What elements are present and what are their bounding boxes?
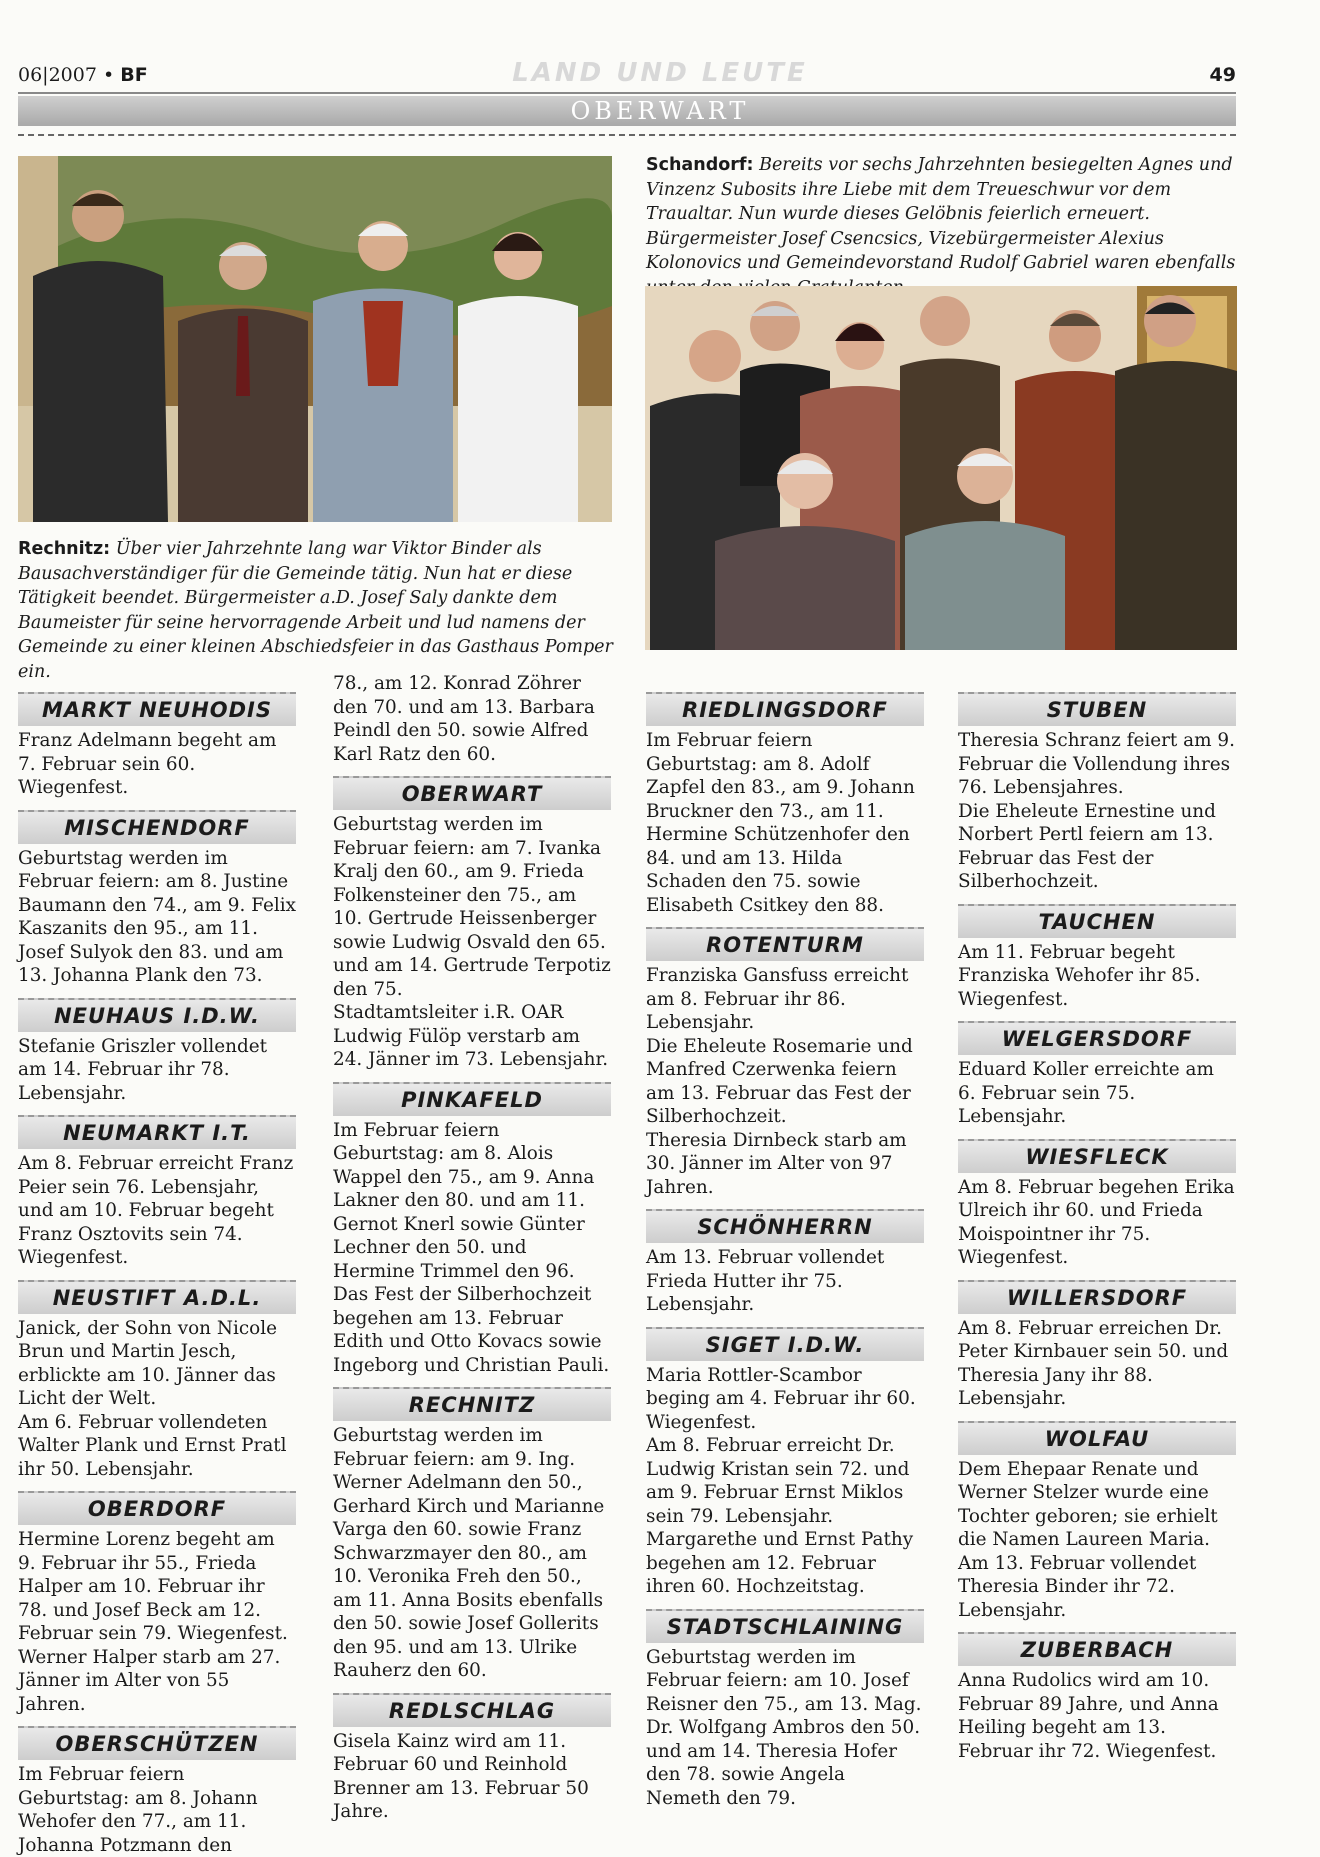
town-news-text: 78., am 12. Konrad Zöhrer den 70. und am 13. Barbara Peindl den 50. sowie Alfred Karl Ratz den 60. <box>333 673 595 765</box>
town-news-text: Theresia Schranz feiert am 9. Februar die Vollendung ihres 76. Lebensjahres. Die Eheleute Ernestine und Norbert Pertl feiern am 13. Februar das Fest der Silberhochzeit. <box>958 730 1235 892</box>
town-news-text: Gisela Kainz wird am 11. Februar 60 und Reinhold Brenner am 13. Februar 50 Jahre. <box>333 1730 589 1822</box>
town-news-text: Am 13. Februar vollendet Frieda Hutter ihr 75. Lebensjahr. <box>646 1247 885 1315</box>
caption-place: Schandorf: <box>646 155 754 175</box>
town-heading: NEUHAUS I.D.W. <box>18 998 296 1032</box>
town-section <box>333 1387 611 1683</box>
town-news-text: Geburtstag werden im Februar feiern: am 7. Ivanka Kralj den 60., am 9. Frieda Folkensteiner den 75., am 10. Gertrude Heissenberger sowie Ludwig Osvald den 65. und am 14. Gertrude Terpotiz den 75. Stadtamtsleiter i.R. OAR Ludwig Fülöp verstarb am 24. Jänner im 73. Lebensjahr. <box>333 814 611 1070</box>
column-1 <box>18 682 296 1857</box>
region-label: OBERWART <box>570 97 750 125</box>
town-section <box>646 1609 924 1811</box>
town-news-text: Dem Ehepaar Renate und Werner Stelzer wurde eine Tochter geboren; sie erhielt die Namen Laureen Maria. Am 13. Februar vollendet Theresia Binder ihr 72. Lebensjahr. <box>958 1458 1218 1621</box>
town-news-text: Janick, der Sohn von Nicole Brun und Martin Jesch, erblickte am 10. Jänner das Licht der Welt. Am 6. Februar vollendeten Walter Plank und Ernst Pratl ihr 50. Lebensjahr. <box>18 1317 287 1480</box>
town-section <box>18 1115 296 1270</box>
dashed-divider <box>18 134 1236 136</box>
photo-schandorf <box>645 286 1237 650</box>
town-section <box>333 672 611 766</box>
town-heading: NEUSTIFT A.D.L. <box>18 1280 296 1314</box>
town-section <box>18 998 296 1106</box>
publication-name: BF <box>120 64 148 86</box>
town-section <box>646 927 924 1199</box>
town-section <box>958 1280 1236 1411</box>
town-heading: MARKT NEUHODIS <box>18 692 296 726</box>
caption-place: Rechnitz: <box>18 539 111 559</box>
caption-rechnitz <box>18 537 618 684</box>
town-heading: MISCHENDORF <box>18 810 296 844</box>
town-section <box>958 904 1236 1012</box>
town-section <box>958 1421 1236 1623</box>
town-heading: RECHNITZ <box>333 1387 611 1421</box>
town-heading: NEUMARKT I.T. <box>18 1115 296 1149</box>
issue-number: 06|2007 <box>18 64 97 86</box>
town-section <box>333 1693 611 1824</box>
town-heading: WOLFAU <box>958 1421 1236 1455</box>
town-heading: OBERDORF <box>18 1491 296 1525</box>
town-heading: WILLERSDORF <box>958 1280 1236 1314</box>
town-news-text: Geburtstag werden im Februar feiern: am 8. Justine Baumann den 74., am 9. Felix Kaszanits den 95., am 11. Josef Sulyok den 83. und am 13. Johanna Plank den 73. <box>18 847 296 986</box>
section-title: LAND UND LEUTE <box>512 58 808 88</box>
town-news-text: Maria Rottler-Scambor beging am 4. Februar ihr 60. Wiegenfest. Am 8. Februar erreicht Dr. Ludwig Kristan sein 72. und am 9. Februar Ernst Miklos sein 79. Lebensjahr. Margarethe und Ernst Pathy begehen am 12. Februar ihren 60. Hochzeitstag. <box>646 1364 916 1597</box>
caption-text: Über vier Jahrzehnte lang war Viktor Binder als Bausachverständiger für die Gemeinde tätig. Nun hat er diese Tätigkeit beendet. Bürgermeister a.D. Josef Saly dankte dem Baumeister für seine hervorragende Arbeit und lud namens der Gemeinde zu einer kleinen Abschiedsfeier in das Gasthaus Pomper ein. <box>18 539 613 682</box>
caption-schandorf <box>646 153 1236 300</box>
town-news-text: Am 8. Februar begehen Erika Ulreich ihr 60. und Frieda Moispointner ihr 75. Wiegenfest. <box>958 1176 1235 1268</box>
town-section <box>646 692 924 917</box>
town-news-text: Hermine Lorenz begeht am 9. Februar ihr 55., Frieda Halper am 10. Februar ihr 78. und Josef Beck am 12. Februar sein 79. Wiegenfest. Werner Halper starb am 27. Jänner im Alter von 55 Jahren. <box>18 1529 288 1715</box>
town-section <box>333 1082 611 1378</box>
bullet-separator: • <box>102 64 121 86</box>
town-section <box>958 1139 1236 1270</box>
caption-text: Bereits vor sechs Jahrzehnten besiegelten Agnes und Vinzenz Subosits ihre Liebe mit dem Treueschwur vor dem Traualtar. Nun wurde dieses Gelöbnis feierlich erneuert. Bürgermeister Josef Csencsics, Vizebürgermeister Alexius Kolonovics und Gemeindevorstand Rudolf Gabriel waren ebenfalls <box>646 155 1236 273</box>
town-heading: SCHÖNHERRN <box>646 1209 924 1243</box>
town-news-text: Franziska Gansfuss erreicht am 8. Februar ihr 86. Lebensjahr. Die Eheleute Rosemarie und Manfred Czerwenka feiern am 13. Februar das Fest der Silberhochzeit. Theresia Dirnbeck starb am 30. Jänner im Alter von 97 Jahren. <box>646 965 913 1198</box>
town-section <box>646 1327 924 1599</box>
town-section <box>958 1632 1236 1763</box>
town-section <box>18 1726 296 1857</box>
town-news-text: Am 11. Februar begeht Franziska Wehofer ihr 85. Wiegenfest. <box>958 941 1201 1010</box>
town-news-text: Anna Rudolics wird am 10. Februar 89 Jahre, und Anna Heiling begeht am 13. Februar ihr 72. Wiegenfest. <box>958 1670 1219 1762</box>
town-news-text: Stefanie Griszler vollendet am 14. Februar ihr 78. Lebensjahr. <box>18 1035 267 1104</box>
town-heading: WELGERSDORF <box>958 1021 1236 1055</box>
photo-rechnitz <box>18 156 612 522</box>
town-news-text: Im Februar feiern Geburtstag: am 8. Alois Wappel den 75., am 9. Anna Lakner den 80. und am 11. Gernot Knerl sowie Günter Lechner den 50. und Hermine Trimmel den 96. Das Fest der Silberhochzeit begehen am 13. Februar Edith und Otto Kovacs sowie Ingeborg und Christian Pauli. <box>333 1119 610 1376</box>
town-heading: PINKAFELD <box>333 1082 611 1116</box>
town-news-text: Franz Adelmann begeht am 7. Februar sein 60. Wiegenfest. <box>18 730 277 798</box>
column-4 <box>958 682 1236 1763</box>
town-heading: TAUCHEN <box>958 904 1236 938</box>
town-news-text: Am 8. Februar erreichen Dr. Peter Kirnbauer sein 50. und Theresia Jany ihr 88. Lebensjahr. <box>958 1317 1229 1409</box>
town-heading: WIESFLECK <box>958 1139 1236 1173</box>
town-heading: STADTSCHLAINING <box>646 1609 924 1643</box>
page-number: 49 <box>1209 64 1236 86</box>
town-heading: RIEDLINGSDORF <box>646 692 924 726</box>
town-section <box>333 776 611 1072</box>
town-news-text: Am 8. Februar erreicht Franz Peier sein 76. Lebensjahr, und am 10. Februar begeht Franz Osztovits sein 74. Wiegenfest. <box>18 1153 294 1268</box>
town-news-text: Geburtstag werden im Februar feiern: am 9. Ing. Werner Adelmann den 50., Gerhard Kirch und Marianne Varga den 60. sowie Franz Schwarzmayer den 80., am 10. Veronika Freh den 50., am 11. Anna Bosits ebenfalls den 50. sowie Josef Gollerits den 95. und am 13. Ulrike Rauherz den 60. <box>333 1425 605 1681</box>
town-section <box>18 692 296 800</box>
town-section <box>18 1280 296 1482</box>
town-heading: ZUBERBACH <box>958 1632 1236 1666</box>
town-section <box>18 1491 296 1716</box>
town-news-text: Geburtstag werden im Februar feiern: am 10. Josef Reisner den 75., am 13. Mag. Dr. Wolfgang Ambros den 50. und am 14. Theresia Hofer den 78. sowie Angela Nemeth den 79. <box>646 1646 922 1809</box>
town-section <box>646 1209 924 1317</box>
town-heading: OBERWART <box>333 776 611 810</box>
header-rule <box>18 92 1236 94</box>
town-news-text: Im Februar feiern Geburtstag: am 8. Johann Wehofer den 77., am 11. Johanna Potzmann den <box>18 1764 258 1856</box>
town-section <box>18 810 296 988</box>
town-heading: ROTENTURM <box>646 927 924 961</box>
town-heading: SIGET I.D.W. <box>646 1327 924 1361</box>
town-news-text: Eduard Koller erreichte am 6. Februar sein 75. Lebensjahr. <box>958 1059 1214 1127</box>
town-heading: STUBEN <box>958 692 1236 726</box>
column-3 <box>646 682 924 1810</box>
town-heading: OBERSCHÜTZEN <box>18 1726 296 1760</box>
town-news-text: Im Februar feiern Geburtstag: am 8. Adolf Zapfel den 83., am 9. Johann Bruckner den 73., am 11. Hermine Schützenhofer den 84. und am 13. Hilda Schaden den 75. sowie Elisabeth Csitkey den 88. <box>646 730 915 916</box>
town-heading: REDLSCHLAG <box>333 1693 611 1727</box>
town-section <box>958 1021 1236 1129</box>
town-section <box>958 692 1236 894</box>
column-2 <box>333 672 611 1824</box>
